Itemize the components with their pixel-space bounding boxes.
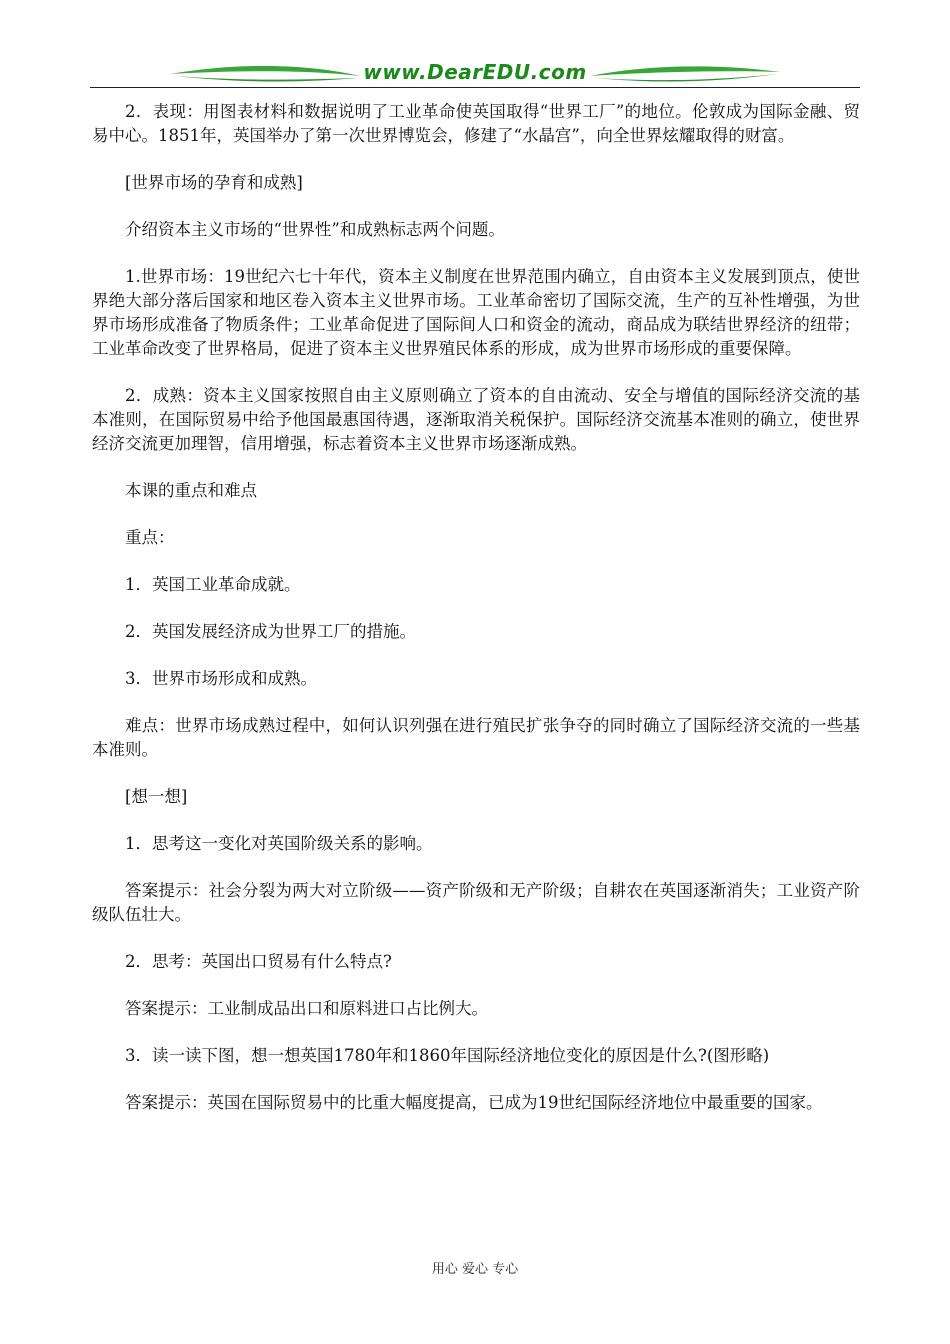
page-footer: 用心 爱心 专心 [431,1262,519,1277]
paragraph: 介绍资本主义市场的“世界性”和成熟标志两个问题。 [125,220,505,239]
paragraph: [想一想] [125,787,188,806]
paragraph: 本课的重点和难点 [125,481,257,500]
paragraph: 重点： [125,528,175,547]
paragraph: 1.世界市场：19世纪六七十年代，资本主义制度在世界范围内确立，自由资本主义发展到顶点，使世界绝大部分落后国家和地区卷入资本主义世界市场。工业革命密切了国际交流，生产的互补性增强，为世界市场形成准备了物质条件；工业革命促进了国际间人口和资金的流动，商品成为联结世界经济的纽带；工业革命改变了世界格局，促进了资本主义世界殖民体系的形成，成为世界市场形成的重要保障。 [92,267,860,358]
paragraph: 1．英国工业革命成就。 [125,575,301,594]
document-body [92,100,860,1115]
paragraph: 2．英国发展经济成为世界工厂的措施。 [125,622,416,641]
site-logo-banner [90,54,860,90]
paragraph: 3．读一读下图，想一想英国1780年和1860年国际经济地位变化的原因是什么?(图形略) [125,1046,770,1065]
paragraph: 2．表现：用图表材料和数据说明了工业革命使英国取得“世界工厂”的地位。伦敦成为国际金融、贸易中心。1851年，英国举办了第一次世界博览会，修建了“水晶宫”，向全世界炫耀取得的财富。 [92,102,860,145]
paragraph: 2．成熟：资本主义国家按照自由主义原则确立了资本的自由流动、安全与增值的国际经济交流的基本准则，在国际贸易中给予他国最惠国待遇，逐渐取消关税保护。国际经济交流基本准则的确立，使世界经济交流更加理智，信用增强，标志着资本主义世界市场逐渐成熟。 [92,386,860,453]
header-divider [90,87,860,88]
paragraph: 1．思考这一变化对英国阶级关系的影响。 [125,834,433,853]
paragraph: 3．世界市场形成和成熟。 [125,669,317,688]
paragraph: 答案提示：社会分裂为两大对立阶级——资产阶级和无产阶级；自耕农在英国逐渐消失；工业资产阶级队伍壮大。 [92,881,860,924]
paragraph: [世界市场的孕育和成熟] [125,173,303,192]
paragraph: 2．思考：英国出口贸易有什么特点? [125,952,392,971]
paragraph: 难点：世界市场成熟过程中，如何认识列强在进行殖民扩张争夺的同时确立了国际经济交流的一些基本准则。 [92,716,860,759]
paragraph: 答案提示：工业制成品出口和原料进口占比例大。 [125,999,488,1018]
logo-text: www.DearEDU.com [363,60,587,84]
paragraph: 答案提示：英国在国际贸易中的比重大幅度提高，已成为19世纪国际经济地位中最重要的国家。 [125,1093,823,1112]
